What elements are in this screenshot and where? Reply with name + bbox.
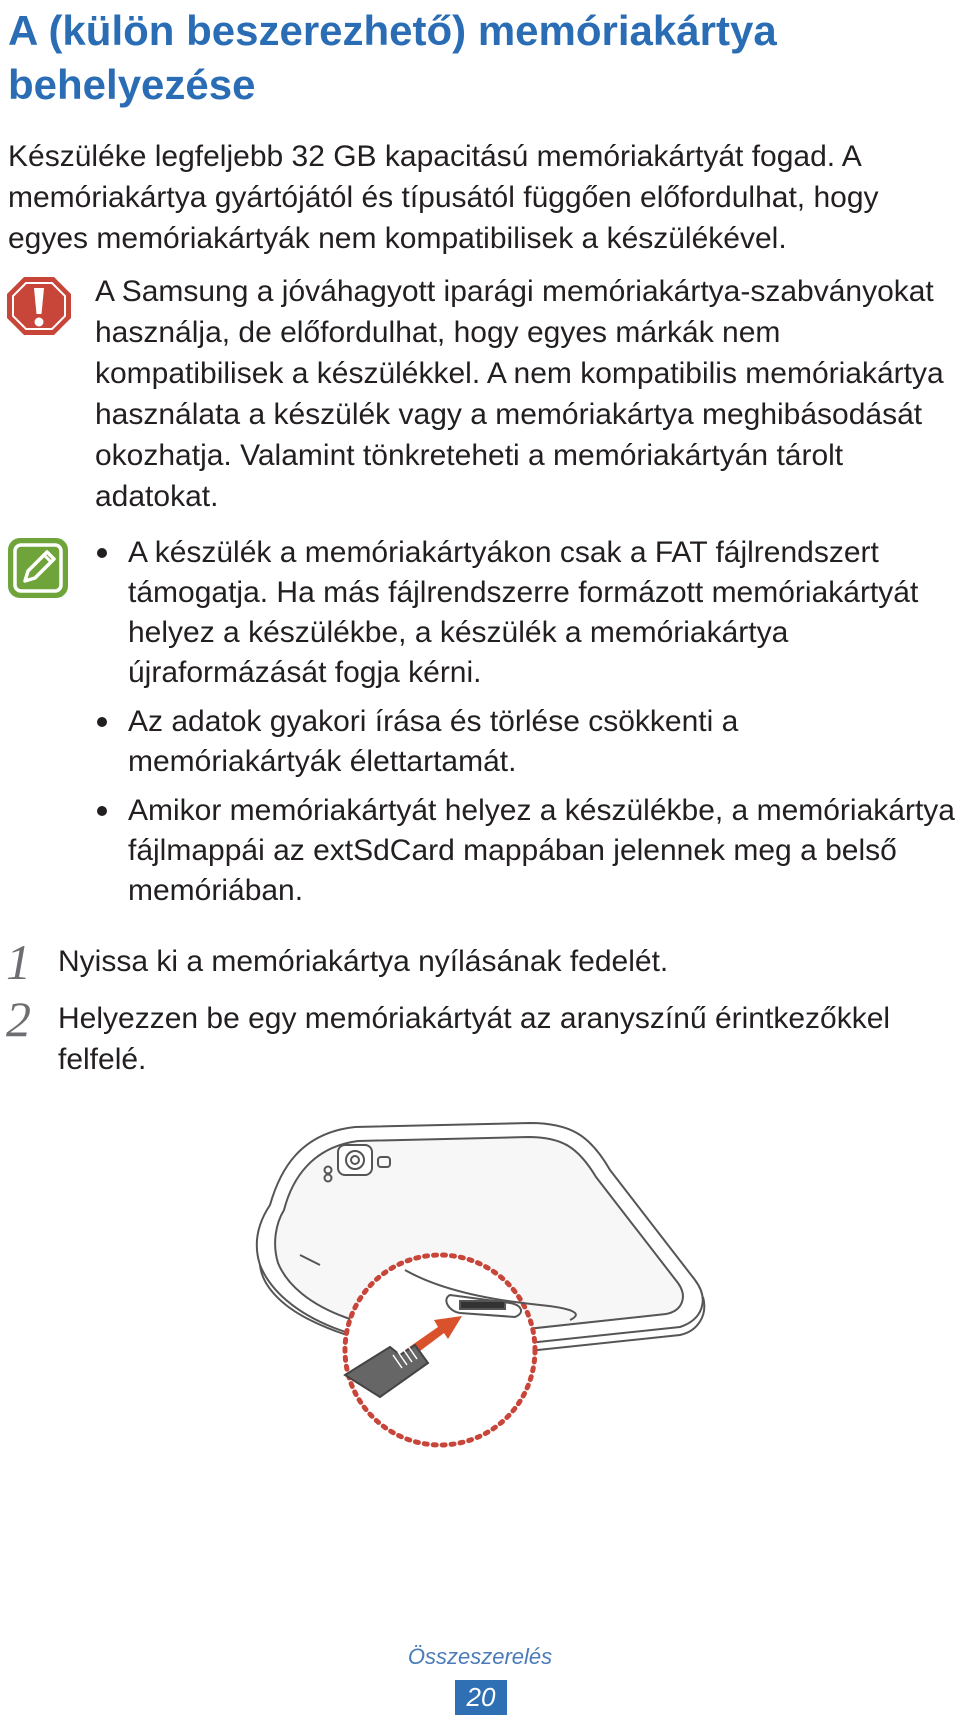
note-list	[95, 533, 955, 920]
caution-text: A Samsung a jóváhagyott iparági memóriakártya-szabványokat használja, de előfordulhat, hogy egyes márkák nem kompatibilisek a készülékkel. A nem kompatibilis memóriakártya használata a készülék vagy a memóriakártya meghibásodását okozhatja. Valamint tönkreteheti a memóriakártyán tárolt adatokat.	[95, 275, 944, 513]
intro-paragraph: Készüléke legfeljebb 32 GB kapacitású memóriakártyát fogad. A memóriakártya gyártójától és típusától függően előfordulhat, hogy egyes memóriakártyák nem kompatibilisek a készülékével.	[8, 140, 879, 255]
step-text: Helyezzen be egy memóriakártyát az aranyszínű érintkezőkkel felfelé.	[58, 1002, 891, 1076]
footer-section-title: Összeszerelés	[407, 1644, 553, 1669]
step-number: 2	[6, 991, 31, 1047]
zoom-circle	[345, 1255, 535, 1445]
note-item: Amikor memóriakártyát helyez a készülékbe, a memóriakártya fájlmappái az extSdCard mappában jelennek meg a belső memóriában.	[95, 791, 955, 911]
note-pencil-icon	[6, 536, 70, 600]
note-item: Az adatok gyakori írása és törlése csökkenti a memóriakártyák élettartamát.	[95, 702, 955, 782]
page-number-badge: 20	[455, 1680, 507, 1715]
phone-sd-card-illustration	[240, 1115, 710, 1455]
step-text: Nyissa ki a memóriakártya nyílásának fedelét.	[58, 945, 669, 978]
step-number: 1	[6, 934, 31, 990]
page-title: A (külön beszerezhető) memóriakártya behelyezése	[8, 7, 777, 108]
note-item: A készülék a memóriakártyákon csak a FAT fájlrendszert támogatja. Ha más fájlrendszerre formázott memóriakártyát helyez a készülékbe, a készülék a memóriakártya újraformázását fogja kérni.	[95, 533, 955, 693]
caution-icon	[4, 274, 74, 338]
